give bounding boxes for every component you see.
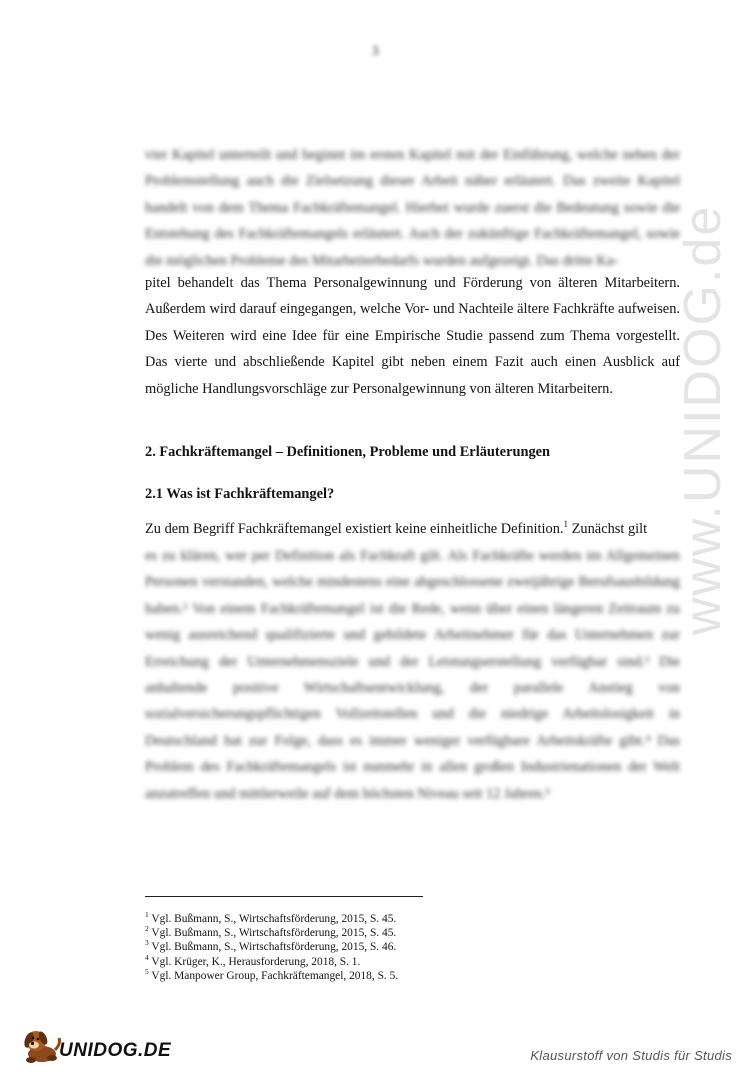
definition-paragraph <box>145 516 680 542</box>
footnote-item <box>145 940 398 954</box>
unidog-logo[interactable] <box>18 1024 171 1064</box>
intro-paragraph: pitel behandelt das Thema Personalgewinnung und Förderung von älteren Mitarbeitern. Außerdem wird darauf eingegangen, welche Vor- und Nachteile ältere Fachkräfte aufweisen. Des Weiteren wird eine Idee für eine Empirische Studie passend zum Thema vorgestellt. Das vierte und abschließende Kapitel gibt neben einem Fazit auch einen Ausblick auf mögliche Handlungsvorschläge zur Personalgewinnung von älteren Mitarbeitern. <box>145 275 680 397</box>
tagline: Klausurstoff von Studis für Studis <box>530 1048 732 1063</box>
footnote-separator <box>145 896 423 897</box>
footnote-text: Vgl. Manpower Group, Fachkräftemangel, 2018, S. 5. <box>148 969 399 982</box>
footnote-mark: 1 <box>145 910 149 920</box>
footnote-text: Vgl. Bußmann, S., Wirtschaftsförderung, 2015, S. 46. <box>148 941 397 954</box>
footnote-mark: 5 <box>145 967 149 977</box>
footnote-text: Vgl. Bußmann, S., Wirtschaftsförderung, 2015, S. 45. <box>148 927 397 940</box>
footnote-ref-1: 1 <box>563 519 569 530</box>
watermark: www.UNIDOG.de <box>674 204 732 636</box>
definition-text-after: Zunächst gilt <box>568 521 648 537</box>
footnote-mark: 2 <box>145 924 149 934</box>
definition-blurred-paragraph: es zu klären, wer per Definition als Fachkraft gilt. Als Fachkräfte werden im Allgemeinen Personen verstanden, welche mindestens eine abgeschlossene zweijährige Berufsausbildung haben.² Von einem Fachkräftemangel ist die Rede, wenn über einen längeren Zeitraum zu wenig ausreichend qualifizierte und gebildete Arbeitnehmer für das Unternehmen zur Erreichung der Unternehmensziele und der Leistungserstellung verfügbar sind.³ Die anhaltende positive Wirtschaftsentwicklung, der parallele Anstieg von sozialversicherungspflichtigen Vollzeitstellen und die niedrige Arbeitslosigkeit in Deutschland hat zur Folge, dass es immer weniger verfügbare Arbeitskräfte gibt.⁴ Das Problem des Fachkräftemangels ist nunmehr in allen großen Industrienationen der Welt anzutreffen und mittlerweile auf dem höchsten Niveau seit 12 Jahren.⁵ <box>145 548 680 802</box>
logo-text: UNIDOG.DE <box>59 1040 172 1061</box>
dog-mascot-icon <box>18 1024 62 1064</box>
footnote-item <box>145 912 398 926</box>
page-number: 3 <box>371 44 379 59</box>
footnote-mark: 3 <box>145 938 149 948</box>
footnote-item <box>145 952 398 969</box>
footnote-text: Vgl. Bußmann, S., Wirtschaftsförderung, 2015, S. 45. <box>148 913 397 925</box>
footnote-item <box>145 969 398 983</box>
section-2-heading: 2. Fachkräftemangel – Definitionen, Probleme und Erläuterungen <box>145 444 551 460</box>
definition-text: Zu dem Begriff Fachkräftemangel existiert keine einheitliche Definition. <box>145 521 564 537</box>
footnote-list <box>145 912 398 983</box>
footnote-item <box>145 926 398 940</box>
footnote-mark: 4 <box>145 952 149 962</box>
footnote-text: Vgl. Krüger, K., Herausforderung, 2018, S. 1. <box>148 955 361 968</box>
intro-blurred-paragraph: vier Kapitel unterteilt und beginnt im ersten Kapitel mit der Einführung, welche neben der Problemstellung auch die Zielsetzung dieser Arbeit näher erläutert. Das zweite Kapitel handelt von dem Thema Fachkräftemangel. Hierbei wurde zuerst die Bedeutung sowie die Entstehung des Fachkräftemangels erläutert. Auch der zukünftige Fachkräftemangel, sowie die möglichen Probleme des Mitarbeiterbedarfs wurden aufgezeigt. Das dritte Ka- <box>145 147 680 269</box>
section-2-1-heading: 2.1 Was ist Fachkräftemangel? <box>145 486 335 502</box>
